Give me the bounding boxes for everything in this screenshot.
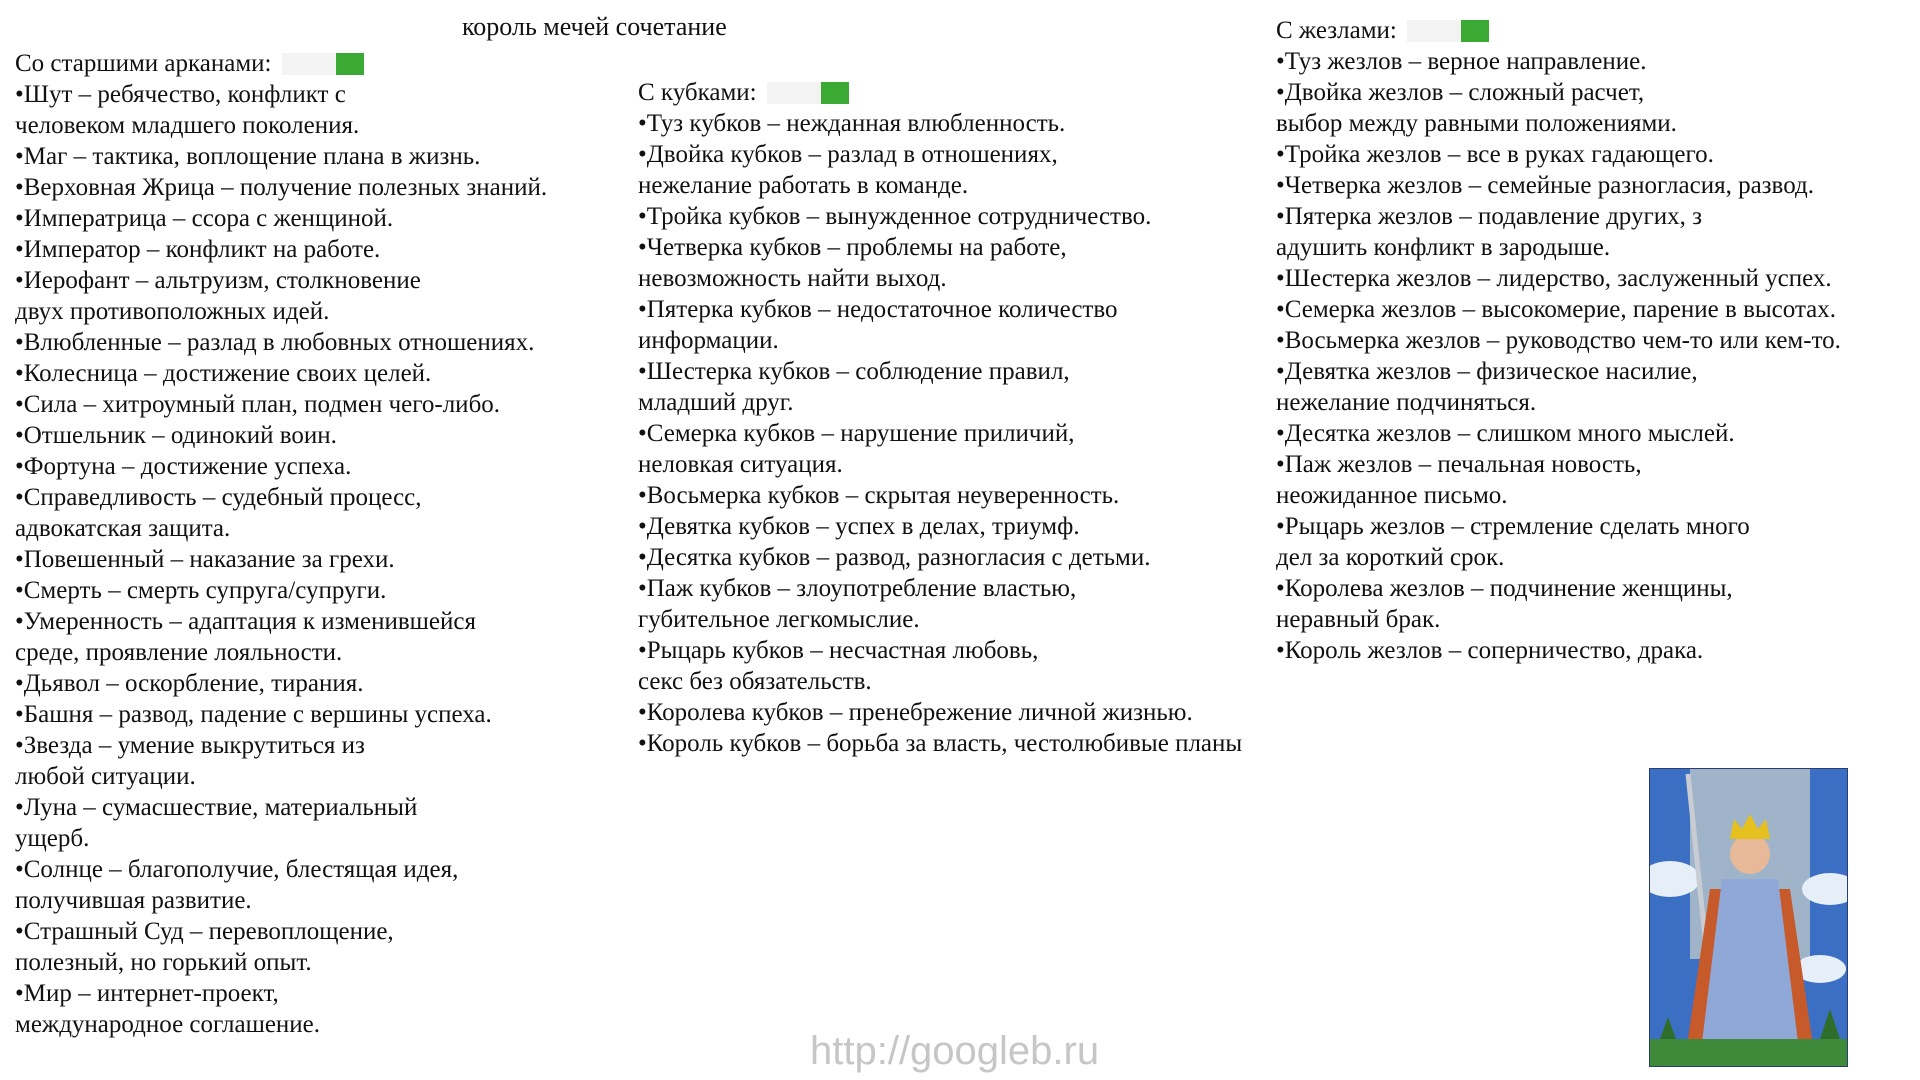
wands-list-item: •Десятка жезлов – слишком много мыслей.: [1276, 420, 1735, 447]
wands-list-item: •Восьмерка жезлов – руководство чем-то или кем-то.: [1276, 327, 1841, 354]
cups-column: [638, 77, 1308, 759]
major-list-item: •Влюбленные – разлад в любовных отношениях.: [15, 329, 535, 356]
cups-list-item: •Пятерка кубков – недостаточное количество информации.: [638, 296, 1118, 354]
cups-list-item: •Десятка кубков – развод, разногласия с детьми.: [638, 544, 1151, 571]
major-list-item: •Башня – развод, падение с вершины успеха.: [15, 701, 492, 728]
major-arcana-list: [15, 79, 625, 1040]
cups-list-item: •Королева кубков – пренебрежение личной жизнью.: [638, 699, 1193, 726]
major-list-item: •Фортуна – достижение успеха.: [15, 453, 352, 480]
cups-list-item: •Паж кубков – злоупотребление властью, губительное легкомыслие.: [638, 575, 1077, 633]
wands-list-item: •Двойка жезлов – сложный расчет, выбор между равными положениями.: [1276, 79, 1677, 137]
king-of-swords-card-image: [1649, 768, 1848, 1067]
wands-list-item: •Шестерка жезлов – лидерство, заслуженный успех.: [1276, 265, 1832, 292]
wands-list-item: •Семерка жезлов – высокомерие, парение в высотах.: [1276, 296, 1837, 323]
cups-list-item: •Шестерка кубков – соблюдение правил, младший друг.: [638, 358, 1070, 416]
cups-header: [638, 77, 1308, 108]
major-list-item: •Повешенный – наказание за грехи.: [15, 546, 395, 573]
cups-list-item: •Семерка кубков – нарушение приличий, неловкая ситуация.: [638, 420, 1075, 478]
major-list-item: •Верховная Жрица – получение полезных знаний.: [15, 174, 548, 201]
major-list-item: •Звезда – умение выкрутиться из любой ситуации.: [15, 732, 365, 790]
major-list-item: •Маг – тактика, воплощение плана в жизнь.: [15, 143, 481, 170]
cups-list-item: •Рыцарь кубков – несчастная любовь, секс без обязательств.: [638, 637, 1039, 695]
wands-header-label: С жезлами:: [1276, 17, 1397, 44]
major-list-item: •Император – конфликт на работе.: [15, 236, 381, 263]
wands-list-item: •Пятерка жезлов – подавление других, з адушить конфликт в зародыше.: [1276, 203, 1702, 261]
green-marker: [282, 53, 364, 75]
major-list-item: •Сила – хитроумный план, подмен чего-либо.: [15, 391, 501, 418]
wands-header: [1276, 15, 1916, 46]
major-list-item: •Мир – интернет-проект, международное соглашение.: [15, 980, 321, 1038]
cups-list-item: •Двойка кубков – разлад в отношениях, нежелание работать в команде.: [638, 141, 1058, 199]
cups-list-item: •Тройка кубков – вынужденное сотрудничество.: [638, 203, 1152, 230]
major-arcana-header: [15, 48, 625, 79]
green-marker: [767, 82, 849, 104]
major-list-item: •Солнце – благополучие, блестящая идея, получившая развитие.: [15, 856, 459, 914]
green-marker: [1407, 20, 1489, 42]
major-list-item: •Иерофант – альтруизм, столкновение двух противоположных идей.: [15, 267, 421, 325]
major-list-item: •Справедливость – судебный процесс, адвокатская защита.: [15, 484, 422, 542]
major-list-item: •Императрица – ссора с женщиной.: [15, 205, 394, 232]
major-arcana-header-label: Со старшими арканами:: [15, 50, 272, 77]
wands-list: [1276, 46, 1916, 666]
cups-list-item: •Девятка кубков – успех в делах, триумф.: [638, 513, 1080, 540]
cups-header-label: С кубками:: [638, 79, 757, 106]
watermark-url: http://googleb.ru: [810, 1029, 1100, 1073]
cups-list-item: •Туз кубков – нежданная влюбленность.: [638, 110, 1066, 137]
cups-list-item: •Четверка кубков – проблемы на работе, невозможность найти выход.: [638, 234, 1067, 292]
major-list-item: •Умеренность – адаптация к изменившейся среде, проявление лояльности.: [15, 608, 476, 666]
cups-list: [638, 108, 1308, 759]
major-list-item: •Страшный Суд – перевоплощение, полезный, но горький опыт.: [15, 918, 394, 976]
major-list-item: •Шут – ребячество, конфликт с человеком младшего поколения.: [15, 81, 360, 139]
wands-list-item: •Туз жезлов – верное направление.: [1276, 48, 1647, 75]
wands-list-item: •Тройка жезлов – все в руках гадающего.: [1276, 141, 1714, 168]
cups-list-item: •Король кубков – борьба за власть, честолюбивые планы: [638, 730, 1243, 757]
major-list-item: •Дьявол – оскорбление, тирания.: [15, 670, 364, 697]
major-list-item: •Колесница – достижение своих целей.: [15, 360, 432, 387]
cups-list-item: •Восьмерка кубков – скрытая неуверенность.: [638, 482, 1120, 509]
major-arcana-column: [15, 48, 625, 1040]
wands-list-item: •Четверка жезлов – семейные разногласия, развод.: [1276, 172, 1814, 199]
major-list-item: •Отшельник – одинокий воин.: [15, 422, 337, 449]
wands-list-item: •Девятка жезлов – физическое насилие, нежелание подчиняться.: [1276, 358, 1698, 416]
wands-list-item: •Паж жезлов – печальная новость, неожиданное письмо.: [1276, 451, 1642, 509]
major-list-item: •Луна – сумасшествие, материальный ущерб.: [15, 794, 418, 852]
major-list-item: •Смерть – смерть супруга/супруги.: [15, 577, 387, 604]
page-title: король мечей сочетание: [462, 12, 727, 41]
wands-list-item: •Рыцарь жезлов – стремление сделать много дел за короткий срок.: [1276, 513, 1750, 571]
wands-column: [1276, 15, 1916, 666]
wands-list-item: •Королева жезлов – подчинение женщины, неравный брак.: [1276, 575, 1733, 633]
wands-list-item: •Король жезлов – соперничество, драка.: [1276, 637, 1704, 664]
